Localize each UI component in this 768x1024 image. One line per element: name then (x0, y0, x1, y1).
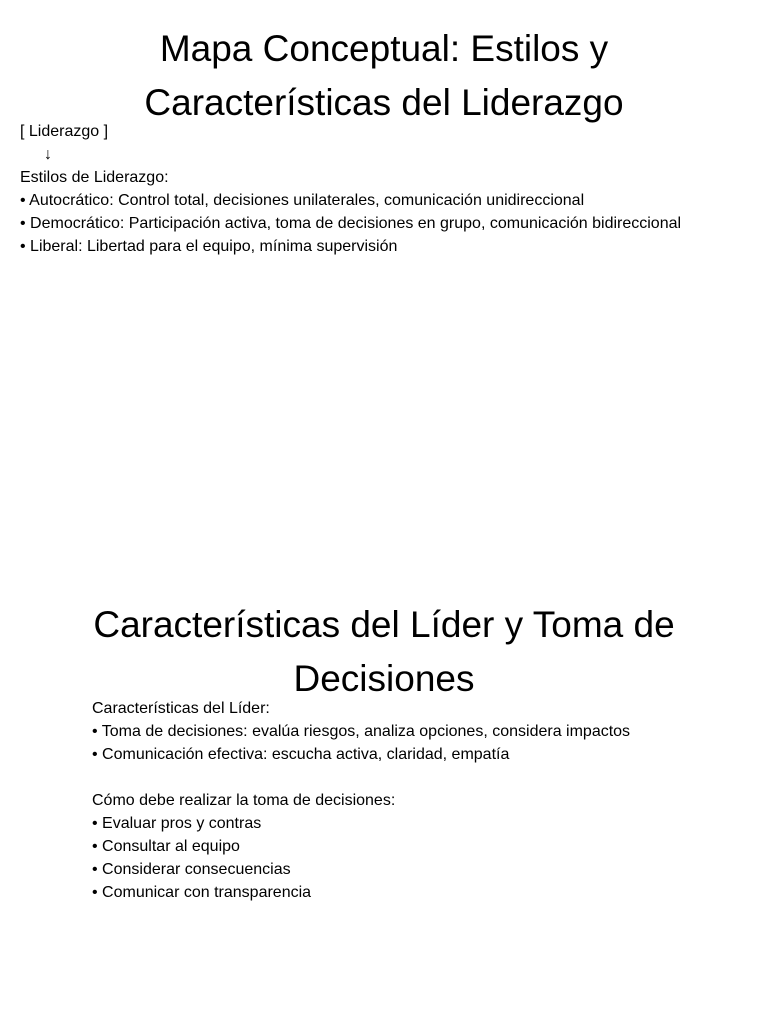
slide-title-line-1: Características del Líder y Toma de (93, 604, 675, 645)
slide-body (92, 697, 630, 904)
section-heading: Cómo debe realizar la toma de decisiones: (92, 792, 396, 809)
slide-body (20, 120, 681, 258)
list-item: • Liberal: Libertad para el equipo, mínima supervisión (20, 238, 398, 255)
slide-title (0, 22, 768, 130)
list-item: • Comunicación efectiva: escucha activa, claridad, empatía (92, 746, 510, 763)
slide-title (0, 598, 768, 706)
section-heading: Características del Líder: (92, 700, 270, 717)
spacer (92, 766, 630, 789)
list-item: • Comunicar con transparencia (92, 884, 312, 901)
list-item: • Democrático: Participación activa, toma de decisiones en grupo, comunicación bidireccional (20, 215, 682, 232)
slide-caracteristicas-lider (0, 512, 768, 1024)
down-arrow-icon: ↓ (44, 146, 52, 163)
list-item: • Consultar al equipo (92, 838, 240, 855)
concept-node-label: [ Liderazgo ] (20, 123, 109, 140)
section-heading: Estilos de Liderazgo: (20, 169, 169, 186)
slide-title-line-2: Decisiones (293, 658, 475, 699)
slide-title-line-1: Mapa Conceptual: Estilos y (159, 28, 609, 69)
list-item: • Autocrático: Control total, decisiones unilaterales, comunicación unidireccional (20, 192, 585, 209)
list-item: • Considerar consecuencias (92, 861, 291, 878)
slide-title-line-2: Características del Liderazgo (144, 82, 624, 123)
list-item: • Toma de decisiones: evalúa riesgos, analiza opciones, considera impactos (92, 723, 631, 740)
list-item: • Evaluar pros y contras (92, 815, 262, 832)
